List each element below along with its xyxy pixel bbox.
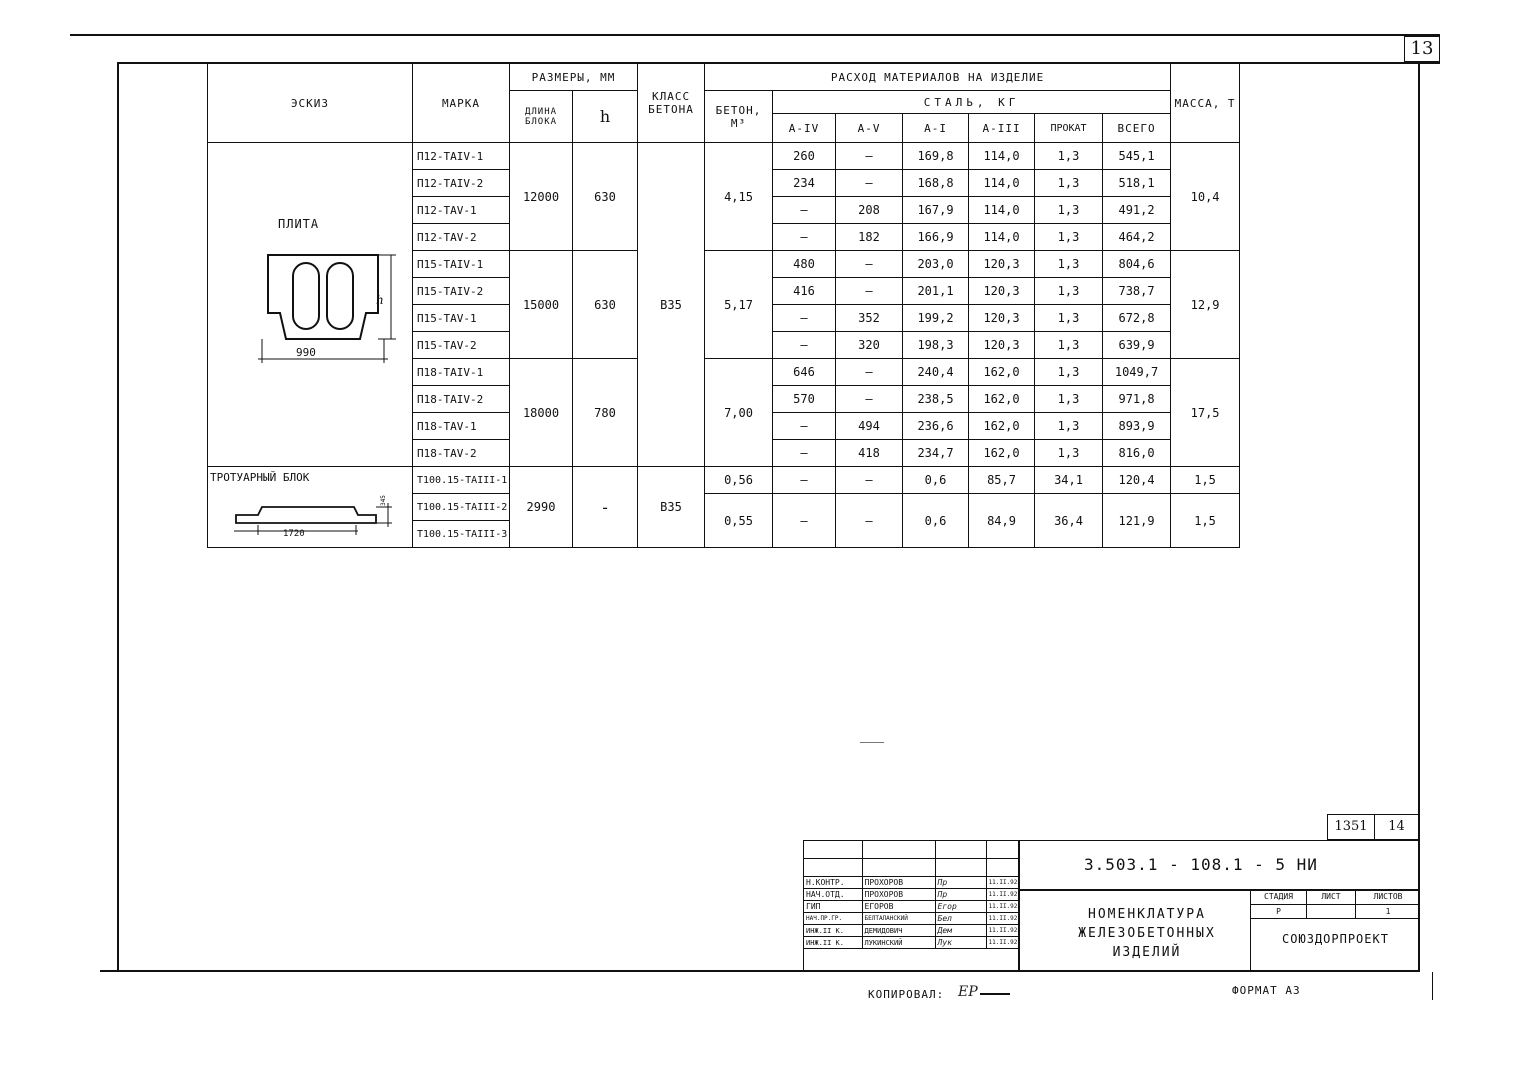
role-0: Н.КОНТР. — [804, 877, 862, 889]
signature-1: Пр — [935, 889, 986, 901]
row-3-a4: — — [773, 224, 836, 251]
row-7-rolled: 1,3 — [1035, 332, 1103, 359]
row-9-mark: П18-ТАIV-2 — [413, 386, 510, 413]
stage-value: Р — [1251, 905, 1307, 918]
header-mark: МАРКА — [413, 64, 510, 143]
t2-mass: 1,5 — [1171, 494, 1240, 548]
name-3: БЕЛТАЛАНСКИЙ — [862, 913, 935, 925]
header-sketch: ЭСКИЗ — [208, 64, 413, 143]
row-8-a4: 646 — [773, 359, 836, 386]
row-11-a3: 162,0 — [969, 440, 1035, 467]
header-a3: А-III — [969, 114, 1035, 143]
name-0: ПРОХОРОВ — [862, 877, 935, 889]
row-5-total: 738,7 — [1103, 278, 1171, 305]
row-6-rolled: 1,3 — [1035, 305, 1103, 332]
row-7-mark: П15-ТАV-2 — [413, 332, 510, 359]
plate-label: ПЛИТА — [278, 217, 320, 231]
row-2-rolled: 1,3 — [1035, 197, 1103, 224]
p12-mass: 10,4 — [1171, 143, 1240, 251]
row-1-a4: 234 — [773, 170, 836, 197]
p12-concrete: 4,15 — [705, 143, 773, 251]
row-7-a3: 120,3 — [969, 332, 1035, 359]
role-5: ИНЖ.II К. — [804, 937, 862, 949]
sheet-header: ЛИСТ — [1307, 889, 1356, 904]
header-total: ВСЕГО — [1103, 114, 1171, 143]
signature-5: Лук — [935, 937, 986, 949]
corner-number-box — [1404, 36, 1440, 62]
sheet-value — [1307, 905, 1356, 918]
header-concrete: БЕТОН, М³ — [705, 91, 773, 143]
row-0-total: 545,1 — [1103, 143, 1171, 170]
p18-h: 780 — [573, 359, 638, 467]
row-5-a4: 416 — [773, 278, 836, 305]
date-0: 11.II.92 — [986, 877, 1019, 889]
row-11-a1: 234,7 — [903, 440, 969, 467]
row-0-a4: 260 — [773, 143, 836, 170]
row-10-mark: П18-ТАV-1 — [413, 413, 510, 440]
row-1-a5: — — [836, 170, 903, 197]
row-3-a3: 114,0 — [969, 224, 1035, 251]
row-9-a1: 238,5 — [903, 386, 969, 413]
row-7-total: 639,9 — [1103, 332, 1171, 359]
row-12-total: 120,4 — [1103, 467, 1171, 494]
sheet-ref-b: 14 — [1388, 819, 1405, 834]
row-11-a5: 418 — [836, 440, 903, 467]
signature-4: Дем — [935, 925, 986, 937]
row-10-a4: — — [773, 413, 836, 440]
name-5: ЛУКИНСКИЙ — [862, 937, 935, 949]
signature-2: Егор — [935, 901, 986, 913]
title-block — [803, 840, 1419, 971]
row-2-a3: 114,0 — [969, 197, 1035, 224]
row-9-a5: — — [836, 386, 903, 413]
row-11-rolled: 1,3 — [1035, 440, 1103, 467]
plate-sketch-cell — [208, 143, 413, 467]
row-13-total: 121,9 — [1103, 494, 1171, 548]
row-8-rolled: 1,3 — [1035, 359, 1103, 386]
p18-length: 18000 — [510, 359, 573, 467]
row-0-a3: 114,0 — [969, 143, 1035, 170]
role-2: ГИП — [804, 901, 862, 913]
row-12-a1: 0,6 — [903, 467, 969, 494]
stage-box — [1250, 889, 1420, 972]
row-5-a1: 201,1 — [903, 278, 969, 305]
spec-table — [207, 64, 1240, 548]
copied-signature: ЕР — [958, 984, 978, 1000]
row-4-a1: 203,0 — [903, 251, 969, 278]
row-9-a3: 162,0 — [969, 386, 1035, 413]
frame-right-ext — [1432, 972, 1433, 1000]
row-10-total: 893,9 — [1103, 413, 1171, 440]
row-2-a1: 167,9 — [903, 197, 969, 224]
block-width-label: 1720 — [283, 529, 305, 539]
t1-concrete: 0,56 — [705, 467, 773, 494]
stage-header: СТАДИЯ — [1251, 889, 1307, 904]
row-2-a4: — — [773, 197, 836, 224]
row-4-a3: 120,3 — [969, 251, 1035, 278]
row-10-rolled: 1,3 — [1035, 413, 1103, 440]
format-label: ФОРМАТ А3 — [1232, 984, 1301, 997]
row-4-total: 804,6 — [1103, 251, 1171, 278]
row-7-a5: 320 — [836, 332, 903, 359]
row-10-a3: 162,0 — [969, 413, 1035, 440]
row-5-a3: 120,3 — [969, 278, 1035, 305]
block-sketch-cell — [208, 467, 413, 548]
row-13-a3: 84,9 — [969, 494, 1035, 548]
name-1: ПРОХОРОВ — [862, 889, 935, 901]
row-11-a4: — — [773, 440, 836, 467]
row-13-mark: Т100.15-ТАIII-2 — [413, 494, 510, 521]
sheet-ref-box — [1327, 814, 1419, 840]
header-a1: А-I — [903, 114, 969, 143]
row-4-rolled: 1,3 — [1035, 251, 1103, 278]
row-8-a3: 162,0 — [969, 359, 1035, 386]
plate-h-label: h — [376, 293, 384, 307]
header-h: h — [573, 91, 638, 143]
header-a5: А-V — [836, 114, 903, 143]
date-2: 11.II.92 — [986, 901, 1019, 913]
doc-code: 3.503.1 - 108.1 - 5 НИ — [1084, 855, 1318, 874]
row-6-a3: 120,3 — [969, 305, 1035, 332]
row-5-rolled: 1,3 — [1035, 278, 1103, 305]
role-4: ИНЖ.II К. — [804, 925, 862, 937]
row-0-mark: П12-ТАIV-1 — [413, 143, 510, 170]
stray-mark — [860, 742, 884, 743]
row-8-a1: 240,4 — [903, 359, 969, 386]
row-4-a4: 480 — [773, 251, 836, 278]
row-8-mark: П18-ТАIV-1 — [413, 359, 510, 386]
signature-3: Бел — [935, 913, 986, 925]
header-length: ДЛИНА БЛОКА — [510, 91, 573, 143]
row-12-a4: — — [773, 467, 836, 494]
row-2-a5: 208 — [836, 197, 903, 224]
row-3-a5: 182 — [836, 224, 903, 251]
date-1: 11.II.92 — [986, 889, 1019, 901]
row-2-total: 491,2 — [1103, 197, 1171, 224]
row-1-a1: 168,8 — [903, 170, 969, 197]
row-5-mark: П15-ТАIV-2 — [413, 278, 510, 305]
header-mass: МАССА, Т — [1171, 64, 1240, 143]
row-6-a4: — — [773, 305, 836, 332]
row-1-mark: П12-ТАIV-2 — [413, 170, 510, 197]
row-12-rolled: 34,1 — [1035, 467, 1103, 494]
copied-label: КОПИРОВАЛ: — [868, 988, 945, 1001]
sheets-header: ЛИСТОВ — [1373, 892, 1403, 901]
header-rolled: ПРОКАТ — [1035, 114, 1103, 143]
header-concrete-class: КЛАСС БЕТОНА — [638, 64, 705, 143]
row-13-a4: — — [773, 494, 836, 548]
name-4: ДЕМИДОВИЧ — [862, 925, 935, 937]
plate-class: В35 — [638, 143, 705, 467]
row-9-total: 971,8 — [1103, 386, 1171, 413]
role-3: НАЧ.ПР.ГР. — [804, 913, 862, 925]
header-materials: РАСХОД МАТЕРИАЛОВ НА ИЗДЕЛИЕ — [705, 64, 1171, 91]
org-name: СОЮЗДОРПРОЕКТ — [1282, 932, 1389, 946]
row-0-a5: — — [836, 143, 903, 170]
row-9-rolled: 1,3 — [1035, 386, 1103, 413]
row-0-a1: 169,8 — [903, 143, 969, 170]
block-drawing — [226, 493, 401, 537]
row-3-total: 464,2 — [1103, 224, 1171, 251]
row-2-mark: П12-ТАV-1 — [413, 197, 510, 224]
role-1: НАЧ.ОТД. — [804, 889, 862, 901]
row-10-a5: 494 — [836, 413, 903, 440]
t-h: - — [573, 467, 638, 548]
row-6-a5: 352 — [836, 305, 903, 332]
block-label: ТРОТУАРНЫЙ БЛОК — [210, 471, 310, 484]
signature-0: Пр — [935, 877, 986, 889]
t2-concrete: 0,55 — [705, 494, 773, 548]
block-dim-label: 345 — [379, 495, 387, 506]
row-9-a4: 570 — [773, 386, 836, 413]
date-3: 11.II.92 — [986, 913, 1019, 925]
row-12-a3: 85,7 — [969, 467, 1035, 494]
row-13-a5: — — [836, 494, 903, 548]
date-4: 11.II.92 — [986, 925, 1019, 937]
row-3-mark: П12-ТАV-2 — [413, 224, 510, 251]
corner-number: 13 — [1410, 38, 1434, 59]
row-11-mark: П18-ТАV-2 — [413, 440, 510, 467]
row-12-a5: — — [836, 467, 903, 494]
row-3-rolled: 1,3 — [1035, 224, 1103, 251]
sheets-value: 1 — [1385, 907, 1391, 916]
row-6-total: 672,8 — [1103, 305, 1171, 332]
row-7-a1: 198,3 — [903, 332, 969, 359]
p18-mass: 17,5 — [1171, 359, 1240, 467]
date-5: 11.II.92 — [986, 937, 1019, 949]
header-a4: А-IV — [773, 114, 836, 143]
p12-length: 12000 — [510, 143, 573, 251]
row-3-a1: 166,9 — [903, 224, 969, 251]
row-13-a1: 0,6 — [903, 494, 969, 548]
name-2: ЕГОРОВ — [862, 901, 935, 913]
p18-concrete: 7,00 — [705, 359, 773, 467]
header-sizes: РАЗМЕРЫ, ММ — [510, 64, 638, 91]
row-1-total: 518,1 — [1103, 170, 1171, 197]
t-length: 2990 — [510, 467, 573, 548]
row-8-a5: — — [836, 359, 903, 386]
row-11-total: 816,0 — [1103, 440, 1171, 467]
row-14-mark: Т100.15-ТАIII-3 — [413, 521, 510, 548]
p15-length: 15000 — [510, 251, 573, 359]
row-8-total: 1049,7 — [1103, 359, 1171, 386]
p15-h: 630 — [573, 251, 638, 359]
row-10-a1: 236,6 — [903, 413, 969, 440]
t-class: В35 — [638, 467, 705, 548]
row-4-a5: — — [836, 251, 903, 278]
row-0-rolled: 1,3 — [1035, 143, 1103, 170]
doc-title: НОМЕНКЛАТУРА ЖЕЛЕЗОБЕТОННЫХ ИЗДЕЛИЙ — [1078, 907, 1216, 960]
row-13-rolled: 36,4 — [1035, 494, 1103, 548]
sheet-ref-a: 1351 — [1328, 815, 1375, 839]
frame-left — [117, 62, 119, 970]
row-1-a3: 114,0 — [969, 170, 1035, 197]
row-1-rolled: 1,3 — [1035, 170, 1103, 197]
row-12-mark: Т100.15-ТАIII-1 — [413, 467, 510, 494]
row-5-a5: — — [836, 278, 903, 305]
approval-table — [804, 841, 1020, 949]
row-4-mark: П15-ТАIV-1 — [413, 251, 510, 278]
plate-drawing — [248, 243, 398, 383]
t1-mass: 1,5 — [1171, 467, 1240, 494]
p15-mass: 12,9 — [1171, 251, 1240, 359]
title-divider-v — [1018, 841, 1020, 972]
plate-width-label: 990 — [296, 346, 316, 359]
row-6-mark: П15-ТАV-1 — [413, 305, 510, 332]
p12-h: 630 — [573, 143, 638, 251]
header-steel: СТАЛЬ, КГ — [773, 91, 1171, 114]
row-7-a4: — — [773, 332, 836, 359]
p15-concrete: 5,17 — [705, 251, 773, 359]
row-6-a1: 199,2 — [903, 305, 969, 332]
top-edge-line — [70, 34, 1440, 36]
copied-stroke — [980, 993, 1010, 995]
